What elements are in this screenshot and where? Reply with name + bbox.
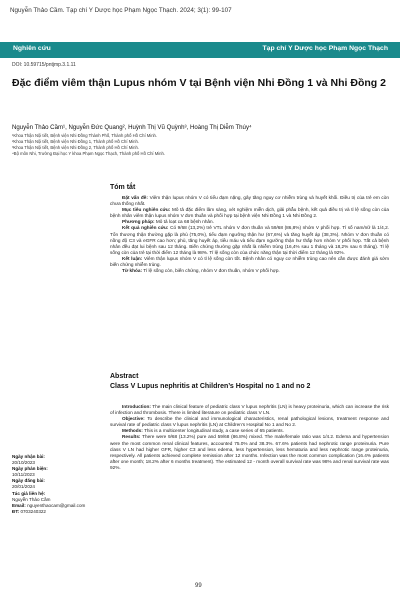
label: Introduction: xyxy=(122,404,151,409)
vn-abstract-body xyxy=(110,195,389,274)
reviewed-label: Ngày phản biện: xyxy=(12,466,48,472)
received-label: Ngày nhận bài: xyxy=(12,454,45,459)
phone-number: 0703240322 xyxy=(20,508,46,514)
affiliation: ⁴Bộ môn Nhi, Trường Đại học Y khoa Phạm Ngọc Thạch, Thành phố Hồ Chí Minh. xyxy=(12,150,165,156)
article-title: Đặc điểm viêm thận Lupus nhóm V tại Bệnh viện Nhi Đồng 1 và Nhi Đồng 2 xyxy=(12,77,386,89)
affiliations xyxy=(12,133,165,157)
vn-results xyxy=(110,225,389,255)
text: This is a multicenter longitudinal study, a case series of 65 patients. xyxy=(144,428,284,434)
text: To describe the clinical and immunological characteristics, renal pathological lesions, treatment response and survival rate of pediatric class V lupus nephritis (LN) at Children’s Hospital No 1 and No 2. xyxy=(110,416,389,428)
label: Phương pháp: xyxy=(122,219,155,225)
contact-label: Tác giả liên hệ: xyxy=(12,490,46,496)
vn-abstract-heading: Tóm tắt xyxy=(110,184,136,191)
label: Objective: xyxy=(122,416,145,422)
email-link[interactable]: nguyenthaocam@gmail.com xyxy=(27,502,86,508)
affiliation: ²Khoa Thận Nội tiết, Bệnh viện Nhi Đồng 1, Thành phố Hồ Chí Minh. xyxy=(12,138,139,144)
vn-conclusion xyxy=(110,256,389,268)
contact-name: Nguyễn Thảo Cầm xyxy=(12,496,51,502)
en-abstract-body xyxy=(110,404,389,471)
text: The main clinical feature of pediatric class V lupus nephritis (LN) is heavy proteinuria, which can increase the risk of infection and thrombosis. There is limited literature on pediatric class V LN. xyxy=(110,404,389,416)
page-number: 99 xyxy=(195,583,202,589)
vn-intro xyxy=(110,195,389,207)
published-date: 20/01/2024 xyxy=(12,484,35,490)
text: Mô tả loạt ca 68 bệnh nhân. xyxy=(155,219,214,225)
text: Tỉ lệ sống còn, biến chứng, nhóm V đơn thuần, nhóm V phối hợp. xyxy=(143,268,280,274)
article-info-sidebar xyxy=(12,454,104,515)
label: Từ khóa: xyxy=(122,268,143,274)
vn-objective xyxy=(110,207,389,219)
affiliation: ³Khoa Thận Nội tiết, Bệnh viện Nhi Đồng 2, Thành phố Hồ Chí Minh. xyxy=(12,144,139,150)
text: Viêm thận lupus nhóm V có tiểu đạm nặng, gây tăng nguy cơ nhiễm trùng và huyết khối. Điều trị của trẻ em còn chưa thống nhất. xyxy=(110,195,389,207)
text: Viêm thận lupus nhóm V có tỉ lệ sống còn tốt. Bệnh nhân có nguy cơ nhiễm trùng cao nên cần được đánh giá sớm biến chứng nhiễm trùng. xyxy=(110,255,389,268)
published-label: Ngày đăng bài: xyxy=(12,478,45,484)
reviewed-date: 10/11/2023 xyxy=(12,472,35,478)
text: There were 9/68 (13.2%) pure and 59/68 (86.8%) mixed. The male/female ratio was 1/4.2. Edema and hypertension were the most common renal clinical features, accounted 75.0% and 38.3%. 67.6% patients had nephrotic range proteinuria. Pure class V LN had higher GFR, higher C3 and less edema, less hypertension, less hematuria and less nephrotic range proteinuria, respectively. All patients achieved complete remission after 12 months. Infection was the most common complication (16.4% patients after one month; 18.2% after 6 months treatment). The estimated 12 - month overall survival rate was 98% and renal survival rate was 92%. xyxy=(110,434,389,470)
phone-row xyxy=(12,509,104,515)
en-intro xyxy=(110,404,389,416)
text: Mô tả đặc điểm lâm sàng, xét nghiệm miễn dịch, giải phẫu bệnh, kết quả điều trị và tỉ lệ sống còn của bệnh nhân viêm thận lupus nhóm V đơn thuần và phối hợp tại bệnh viện Nhi Đồng 1 và Nhi Đồng 2. xyxy=(110,207,389,219)
running-header: Nguyễn Thảo Cầm. Tạp chí Y Dược học Phạm Ngọc Thạch. 2024; 3(1): 99-107 xyxy=(10,7,232,14)
label: Đặt vấn đề: xyxy=(122,195,148,200)
journal-name: Tạp chí Y Dược học Phạm Ngọc Thạch xyxy=(262,45,388,52)
text: Có 9/68 (13,2%) trẻ VTL nhóm V đơn thuần và 59/68 (86,8%) nhóm V phối hợp. Tỉ số nam/nữ là 1/4,2. Tổn thương thận thường gặp là phù (75,0%), tiểu đạm ngưỡng thận hư (67,6%) và tăng huyết áp (38,3%). Nhóm V đơn thuần có nồng độ C3 và eGFR cao hơn; phù, tăng huyết áp, tiểu máu và tiểu đạm ngưỡng thận hư thấp hơn nhóm V phối hợp. Tất cả bệnh nhân đều đạt lui bệnh sau 12 tháng. Biến chứng thường gặp nhất là nhiễm trùng (16,4% sau 1 tháng và 18,2% sau 6 tháng). Tỉ lệ sống còn của trẻ tại thời điểm 12 tháng là 98%. Tỉ lệ sống còn của chức năng thận tại thời điểm 12 tháng là 92%. xyxy=(110,225,389,255)
en-abstract-heading: Abstract xyxy=(110,373,139,380)
label: Results: xyxy=(122,434,141,440)
en-article-title: Class V Lupus nephritis at Children’s Hospital no 1 and no 2 xyxy=(110,383,311,390)
article-type: Nghiên cứu xyxy=(13,45,51,52)
author-list: Nguyễn Thảo Cầm¹, Nguyễn Đức Quang², Huỳnh Thị Vũ Quỳnh³, Hoàng Thị Diễm Thúy⁴ xyxy=(12,124,252,131)
affiliation: ¹Khoa Thận Nội tiết, Bệnh viện Nhi Đồng Thành Phố, Thành phố Hồ Chí Minh. xyxy=(12,133,158,138)
vn-keywords xyxy=(110,268,389,274)
label: Methods: xyxy=(122,428,143,434)
received-date: 20/10/2023 xyxy=(12,460,35,466)
en-results xyxy=(110,434,389,471)
doi[interactable]: DOI: 10.59715/pntjmp.3.1.11 xyxy=(12,62,76,68)
email-label: Email: xyxy=(12,502,26,508)
label: Mục tiêu nghiên cứu: xyxy=(122,207,171,213)
label: Kết quả nghiên cứu: xyxy=(122,225,169,231)
en-objective xyxy=(110,416,389,428)
section-band xyxy=(0,42,400,58)
label: Kết luận: xyxy=(122,255,143,261)
phone-label: ĐT: xyxy=(12,508,20,514)
